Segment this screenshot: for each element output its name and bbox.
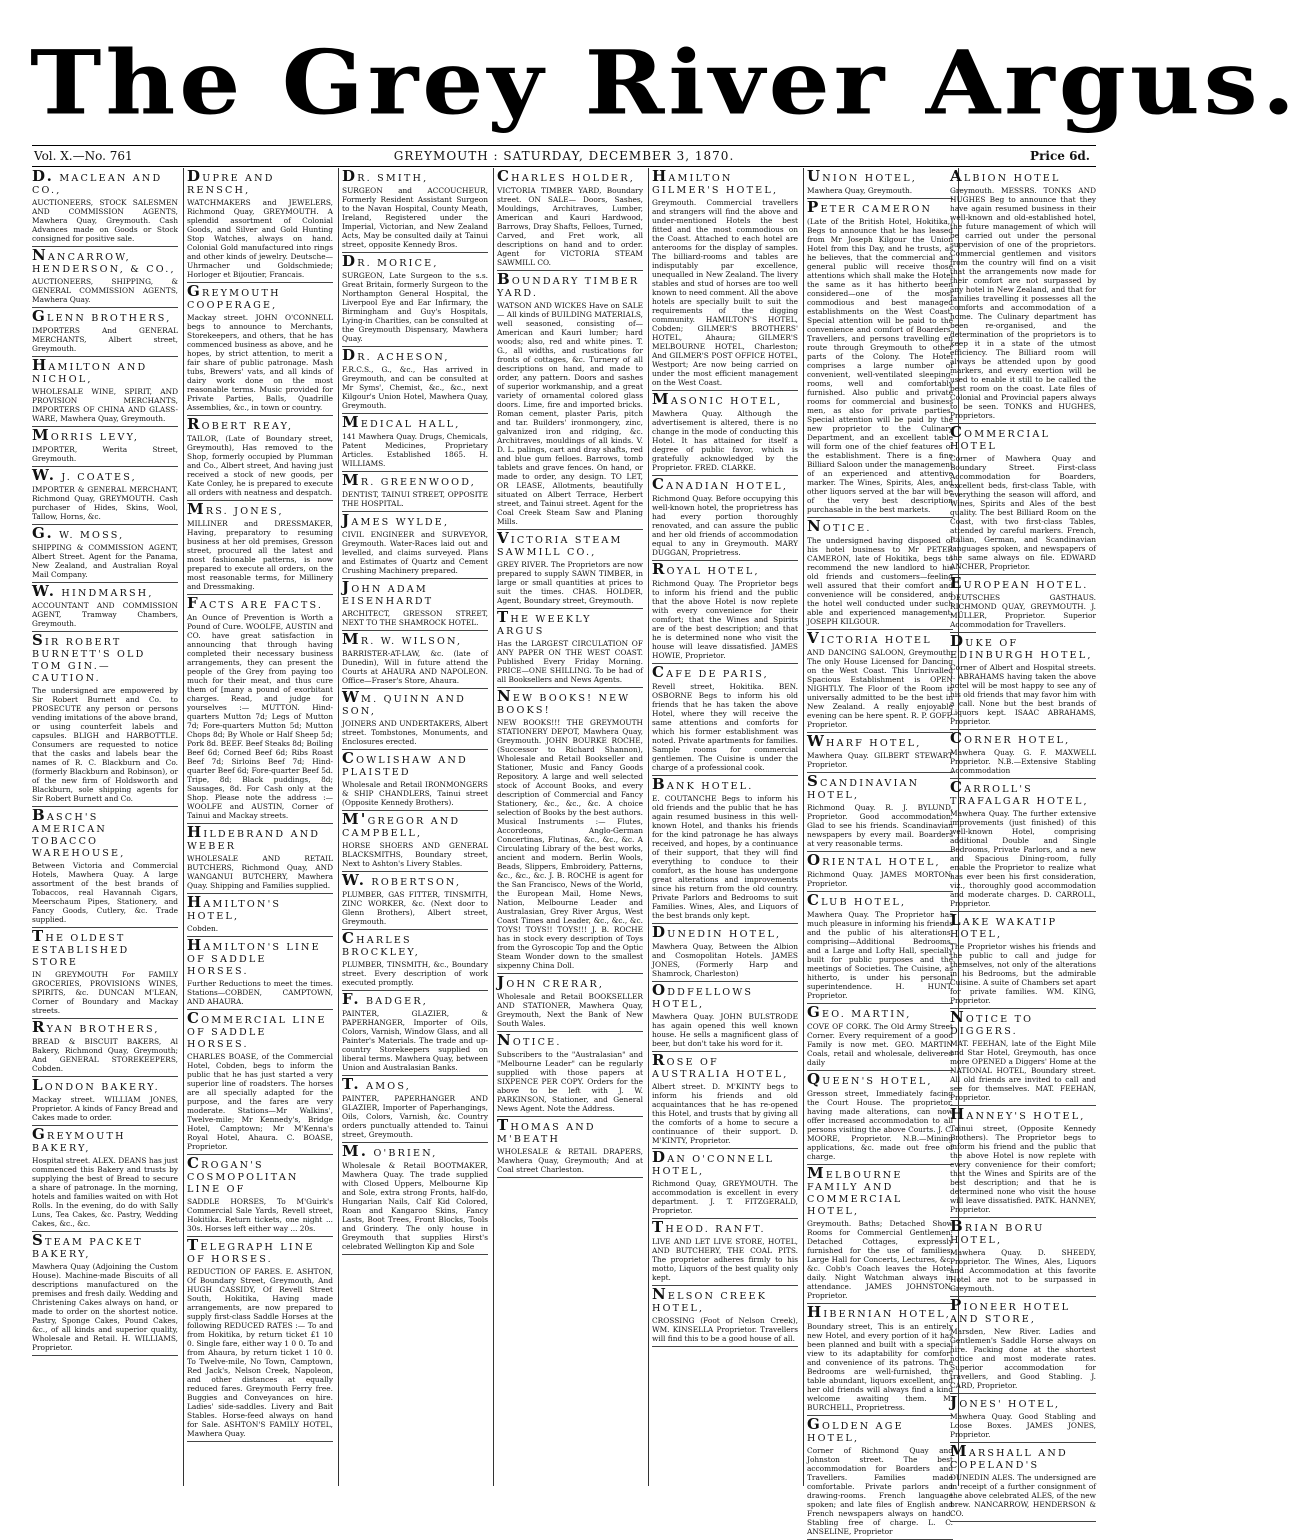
advertisement <box>652 924 798 982</box>
advertisement <box>807 168 953 199</box>
advertisement-body: Mawhera Quay. D. SHEEDY, Proprietor. The Wines, Ales, Liquors and Accommodation at this favorite Hotel are not to be surpassed in Greymouth. <box>950 1248 1096 1293</box>
advertisement-body: WHOLESALE WINE, SPIRIT, AND PROVISION MERCHANTS, IMPORTERS OF CHINA AND GLASS-WARE, Mawhera Quay, Greymouth. <box>32 387 178 423</box>
advertisement-heading: SIR ROBERT BURNETT'S OLD TOM GIN.—CAUTION. <box>32 631 146 684</box>
advertisement-body: Mackay street. JOHN O'CONNELL begs to announce to Merchants, Storekeepers, and others, that he has commenced business as above, and he hopes, by strict attention, to merit a fair share of public patronage. Mash tubs, Brewers' vats, and all kinds of dairy work done on the most reasonable terms. Music provided for Private Parties, Balls, Quadrille Assemblies, &c., in town or country. <box>187 313 333 412</box>
advertisement <box>807 852 953 892</box>
advertisement-body: Richmond Quay. R. J. BYLUND, Proprietor. Good accommodation. Glad to see his friends. Scandinavian newspapers by every mail. Boarders at very reasonable terms. <box>807 803 953 848</box>
advertisement <box>652 982 798 1052</box>
advertisement-body: Albert street. D. M'KINTY begs to inform his friends and old acquaintances that he has re-opened this Hotel, and trusts that by giving all the comforts of a home to secure a continuance of their support. D. M'KINTY, Proprietor. <box>652 1082 798 1145</box>
advertisement-heading: CHARLES BROCKLEY, <box>342 929 420 958</box>
column-5 <box>652 168 798 1486</box>
advertisement-body: COVE OF CORK. The Old Army Street Corner. Every requirement of a good Family is now met. GEO. MARTIN Coals, retail and wholesale, delivered daily <box>807 1022 953 1067</box>
advertisement-body: Wholesale and Retail IRONMONGERS & SHIP CHANDLERS, Tainui street (Opposite Kennedy Brothers). <box>342 780 488 807</box>
advertisement <box>807 1165 953 1304</box>
advertisement <box>807 630 953 733</box>
advertisement-body: IMPORTER, Werita Street, Greymouth. <box>32 445 178 463</box>
advertisement-heading: VICTORIA STEAM SAWMILL CO., <box>497 529 623 558</box>
advertisement-heading: HAMILTON AND NICHOL, <box>32 356 148 385</box>
advertisement-heading: DR. ACHESON, <box>342 346 450 364</box>
advertisement-body: SURGEON, Late Surgeon to the s.s. Great Britain, formerly Surgeon to the Northampton General Hospital, the Liverpool Eye and Ear Infirmary, the Birmingham and Guy's Hospitals, Lying-in Charities, can be consulted at the Greymouth Dispensary, Mawhera Quay. <box>342 271 488 343</box>
issue-date: GREYMOUTH : SATURDAY, DECEMBER 3, 1870. <box>393 149 735 163</box>
advertisement-heading: ALBION HOTEL <box>950 167 1061 185</box>
advertisement <box>652 476 798 561</box>
advertisement <box>950 1106 1096 1218</box>
advertisement-body: SURGEON and ACCOUCHEUR, Formerly Resident Assistant Surgeon to the Navan Hospital, County Meath, Ireland, Registered under the Imperial, Victorian, and New Zealand Acts, May be consulted daily at Tainui street, opposite Kennedy Bros. <box>342 186 488 249</box>
advertisement-body: Greymouth. MESSRS. TONKS AND HUGHES Beg to announce that they have again resumed business in their well-known and old-established hotel, the future management of which will be carried out under the personal supervision of one of the proprietors. Commercial gentlemen and visitors from the country will find on a visit that the arrangements now made for their comfort are not surpassed by any hotel in New Zealand, and that for families travelling it possesses all the comforts and accommodation of a home. The Culinary department has been re-organised, and the determination of the proprietors is to keep it in a state of the utmost efficiency. The Billiard room will always be attended upon by good markers, and every exertion will be used to enable it still to be called the best room on the coast. Late files of Colonial and Provincial papers always to be seen. TONKS and HUGHES, Proprietors. <box>950 186 1096 420</box>
volume-number: Vol. X.—No. 761 <box>34 149 133 163</box>
advertisement-heading: THEOD. RANFT. <box>652 1218 766 1236</box>
advertisement <box>32 168 178 247</box>
advertisement-heading: DR. SMITH, <box>342 167 429 185</box>
advertisement <box>187 937 333 1010</box>
advertisement <box>497 609 643 688</box>
column-rule <box>648 168 649 1486</box>
advertisement-heading: HAMILTON'S HOTEL, <box>187 893 282 922</box>
advertisement <box>187 1010 333 1155</box>
advertisement <box>807 518 953 630</box>
advertisement <box>497 1032 643 1117</box>
advertisement-body: DENTIST, TAINUI STREET, OPPOSITE THE HOSPITAL. <box>342 490 488 508</box>
advertisement-body: Corner of Albert and Hospital streets. I. ABRAHAMS having taken the above hotel will be most happy to see any of his old friends that may favor him with a call. None but the best brands of Liquors kept. ISAAC ABRAHAMS, Proprietor. <box>950 663 1096 726</box>
advertisement-body: PAINTER, PAPERHANGER AND GLAZIER, Importer of Paperhangings, Oils, Colors, Varnish, &c. Country orders punctually attended to. Tainui street, Greymouth. <box>342 1094 488 1139</box>
advertisement-body: AUCTIONEERS, SHIPPING, & GENERAL COMMISSION AGENTS, Mawhera Quay. <box>32 277 178 304</box>
advertisement-body: Marsden, New River. Ladies and Gentlemen's Saddle Horse always on hire. Packing done at the shortest notice and most moderate rates. Superior accommodation for travellers, and Good Stabling. J. CARD, Proprietor. <box>950 1327 1096 1390</box>
advertisement <box>187 1155 333 1237</box>
advertisement-heading: M'GREGOR AND CAMPBELL, <box>342 810 461 839</box>
advertisement-heading: BRIAN BORU HOTEL, <box>950 1217 1045 1246</box>
advertisement-body: Greymouth. Baths; Detached Show Rooms for Commercial Gentlemen; Detached Cottages, expressly furnished for the use of families; Large Hall for Concerts, Lectures, &c. &c. Cobb's Coach leaves the Hotel daily. Night Watchman always in attendance. JAMES JOHNSTON, Proprietor. <box>807 1219 953 1300</box>
advertisement-heading: MORRIS LEVY, <box>32 426 140 444</box>
advertisement-heading: DUPRE AND RENSCH, <box>187 167 275 196</box>
advertisement-body: IN GREYMOUTH For FAMILY GROCERIES, PROVISIONS WINES, SPIRITS, &c. DUNCAN M'LEAN, Corner of Boundary and Mackay streets. <box>32 970 178 1015</box>
advertisement-heading: ROBERT REAY, <box>187 415 294 433</box>
advertisement-heading: T. AMOS, <box>342 1075 412 1093</box>
advertisement-body: ARCHITECT, GRESSON STREET, NEXT TO THE SHAMROCK HOTEL. <box>342 609 488 627</box>
advertisement-body: Gresson street, Immediately facing the Court House. The proprietor, having made alterations, can now offer increased accommodation to all persons visiting the above Courts. J. C. MOORE, Proprietor. N.B.—Mining applications, &c. made out free of charge. <box>807 1089 953 1161</box>
advertisement-heading: GOLDEN AGE HOTEL, <box>807 1415 904 1444</box>
advertisement-body: MILLINER and DRESSMAKER, Having, preparatory to resuming business at her old premises, Gresson street, procured all the latest and most fashionable patterns, is now prepared to execute all orders, on the most reasonable terms, for Millinery and Dressmaking. <box>187 519 333 591</box>
advertisement <box>342 1076 488 1143</box>
advertisement <box>187 416 333 501</box>
column-7 <box>950 167 1096 1518</box>
advertisement-heading: NELSON CREEK HOTEL, <box>652 1285 768 1314</box>
advertisement-heading: JOHN ADAM EISENHARDT <box>342 578 434 607</box>
advertisement <box>497 271 643 530</box>
advertisement-heading: THE OLDEST ESTABLISHED STORE <box>32 927 130 968</box>
advertisement-heading: MASONIC HOTEL, <box>652 390 783 408</box>
advertisement-body: E. COUTANCHE Begs to inform his old friends and the public that he has again resumed business in this well-known Hotel, and thanks his friends for the kind patronage he has always received, and hopes, by a continuance of their support, that they will find everything to conduce to their comfort, as the house has undergone great alterations and improvements since his return from the old country. Private Parlors and Bedrooms to suit Families. Wines, Ales, and Liquors of the best brands only kept. <box>652 794 798 920</box>
advertisement-heading: BANK HOTEL. <box>652 775 754 793</box>
column-rule <box>338 168 339 1486</box>
advertisement <box>342 347 488 414</box>
advertisement-heading: CARROLL'S TRAFALGAR HOTEL, <box>950 778 1089 807</box>
advertisement-heading: DR. MORICE, <box>342 252 439 270</box>
advertisement-heading: PETER CAMERON <box>807 198 933 216</box>
advertisement-body: DEUTSCHES GASTHAUS. RICHMOND QUAY, GREYMOUTH. J. MÜLLER, Proprietor. Superior Accommodation for Travellers. <box>950 593 1096 629</box>
advertisement-heading: ORIENTAL HOTEL, <box>807 851 941 869</box>
advertisement-heading: W. HINDMARSH, <box>32 582 154 600</box>
advertisement <box>187 501 333 595</box>
advertisement-body: WHOLESALE AND RETAIL BUTCHERS, Richmond Quay, AND WANGANUI BUTCHERY, Mawhera Quay. Shipping and Families supplied. <box>187 854 333 890</box>
advertisement-heading: D. MACLEAN AND CO., <box>32 167 163 196</box>
advertisement-body: Mackay street. WILLIAM JONES, Proprietor. A kinds of Fancy Bread and Cakes made to order. <box>32 1095 178 1122</box>
advertisement-heading: JOHN CRERAR, <box>497 973 605 991</box>
advertisement-heading: MELBOURNE FAMILY AND COMMERCIAL HOTEL, <box>807 1164 903 1217</box>
advertisement-heading: DUKE OF EDINBURGH HOTEL, <box>950 632 1093 661</box>
advertisement <box>950 575 1096 633</box>
advertisement <box>652 391 798 476</box>
advertisement <box>950 912 1096 1009</box>
advertisement-body: NEW BOOKS!!! THE GREYMOUTH STATIONERY DEPOT, Mawhera Quay, Greymouth. JOHN BOURKE ROCHE, (Successor to Richard Shannon), Wholesale and Retail Bookseller and Stationer, Music and Fancy Goods Repository. A large and well selected stock of Account Books, and every description of Commercial and Fancy Stationery, &c., &c., &c. A choice selection of Books by the best authors. Musical Instruments :— Flutes, Accordeons, Anglo-German Concertinas, Flutinas, &c., &c., &c. A Circulating Library of the best works, ancient and modern. Berlin Wools, Beads, Slippers, Embroidery, Patterns, &c., &c., &c. J. B. ROCHE is agent for the San Francisco, News of the World, the European Mail, Home News, Nation, Melbourne Leader and Australasian, Grey River Argus, West Coast Times and Leader, &c., &c., &c. TOYS! TOYS!! TOYS!!! J. B. ROCHE has in stock every description of Toys from the Gyroscopic Top and the Optic Steam Wonder down to the smallest sixpenny China Doll. <box>497 718 643 970</box>
advertisement-heading: COMMERCIAL LINE OF SADDLE HORSES. <box>187 1009 327 1050</box>
advertisement-body: CIVIL ENGINEER and SURVEYOR, Greymouth. Water-Races laid out and levelled, and claims surveyed. Plans and Estimates of Quartz and Cement Crushing Machinery prepared. <box>342 530 488 575</box>
advertisement <box>807 1416 953 1540</box>
advertisement-heading: DAN O'CONNELL HOTEL, <box>652 1148 775 1177</box>
advertisement-heading: RYAN BROTHERS, <box>32 1018 160 1036</box>
advertisement-heading: JONES' HOTEL, <box>950 1393 1061 1411</box>
advertisement-body: (Late of the British Hotel, Hokitika,) Begs to announce that he has leased from Mr Joseph Kilgour the Union Hotel from this Day, and he trusts, as he believes, that the commercial and general public will receive those attentions which shall make the Hotel the same as it has hitherto been considered—one of the most commodious and best managed establishments on the West Coast. Special attention will be paid to the convenience and comfort of Boarders, Travellers, and persons travelling en route through Greymouth to other parts of the Colony. The Hotel comprises a large number of convenient, well-ventilated sleeping-rooms, well and comfortably furnished. Also public and private rooms for commercial and business men, as also for private parties. Special attention will be paid by the new proprietor to the Culinary Department, and an excellent table will form one of the chief features of the establishment. There is a fine Billiard Saloon under the management of an experienced and attentive marker. The Wines, Spirits, Ales, and other liquors served at the bar will be of the very best description purchasable in the best markets. <box>807 217 953 514</box>
advertisement <box>497 1117 643 1178</box>
advertisement <box>342 991 488 1076</box>
advertisement-body: HORSE SHOERS AND GENERAL BLACKSMITHS, Boundary street, Next to Ashton's Livery Stables. <box>342 841 488 868</box>
advertisement <box>32 525 178 583</box>
advertisement-body: PLUMBER, TINSMITH, &c., Boundary street. Every description of work executed promptly. <box>342 960 488 987</box>
advertisement-body: Richmond Quay. Before occupying this well-known hotel, the proprietress has had every portion thoroughly renovated, and can assure the public and her old friends of accommodation equal to any in Greymouth. MARY DUGGAN, Proprietress. <box>652 494 798 557</box>
advertisement <box>807 773 953 852</box>
advertisement <box>497 974 643 1032</box>
advertisement-body: The undersigned having disposed of his hotel business to Mr PETER CAMERON, late of Hokitika, begs to recommend the new landlord to his old friends and customers—feeling well assured that their comfort and convenience will be considered, and the hotel well conducted under such able and experienced management. JOSEPH KILGOUR. <box>807 536 953 626</box>
advertisement-body: Tainui street, (Opposite Kennedy Brothers). The Proprietor begs to inform his friend and the public that the above Hotel is now replete with every convenience for their comfort; that the Wines and Spirits are of the best description; and that he is determined none who visit the house will leave dissatisfied. PATK. HANNEY, Proprietor. <box>950 1124 1096 1214</box>
advertisement-heading: HAMILTON'S LINE OF SADDLE HORSES. <box>187 936 321 977</box>
advertisement-heading: W. J. COATES, <box>32 466 137 484</box>
advertisement-body: REDUCTION OF FARES. E. ASHTON, Of Boundary Street, Greymouth, And HUGH CASSIDY, Of Revell Street South, Hokitika, Having made arrangements, are now prepared to supply first-class Saddle Horses at the following REDUCED RATES :— To and from Hokitika, by return ticket £1 10 0. Single fare, either way 1 0 0. To and from Ahaura, by return ticket 1 10 0. To Twelve-mile, No Town, Camptown, Red Jack's, Nelson Creek, Napoleon, and other distances at equally reduced fares. Greymouth Ferry free. Buggies and Conveyances on hire. Ladies' side-saddles. Livery and Bait Stables. Horse-feed always on hand for Sale. ASHTON'S FAMILY HOTEL, Mawhera Quay. <box>187 1267 333 1438</box>
advertisement-heading: ROYAL HOTEL, <box>652 560 760 578</box>
advertisement-heading: NOTICE TO DIGGERS. <box>950 1008 1034 1037</box>
advertisement-body: SHIPPING & COMMISSION AGENT, Albert Street. Agent for the Panama, New Zealand, and Australian Royal Mail Company. <box>32 543 178 579</box>
advertisement <box>187 1237 333 1442</box>
advertisement-body: An Ounce of Prevention is Worth a Pound of Cure. WOOLFE, AUSTIN and CO. have great satisfaction in announcing that through having completed their necessary business arrangements, they can present the people of the Grey from paying too much for their meat, and thus cure them of [many a pound of exorbitant charges. Read, and judge for yourselves :— MUTTON. Hind-quarters Mutton 7d; Legs of Mutton 7d; Fore-quarters Mutton 5d; Mutton Chops 8d; By Whole or Half Sheep 5d; Pork 8d. BEEF. Beef Steaks 8d; Boiling Beef 6d; Corned Beef 6d; Ribs Roast Beef 7d; Sirloins Beef 7d; Hind-quarter Beef 6d; Fore-quarter Beef 5d. Tripe, 8d; Black puddings, 8d; Sausages, 8d. For Cash only at the Shop. Please note the address :— WOOLFE and AUSTIN, Corner of Tainui and Mackay streets. <box>187 613 333 820</box>
advertisement <box>342 414 488 472</box>
column-rule <box>183 168 184 1486</box>
advertisement-heading: HANNEY'S HOTEL, <box>950 1105 1086 1123</box>
advertisement-heading: WHARF HOTEL, <box>807 732 922 750</box>
advertisement-heading: LAKE WAKATIP HOTEL, <box>950 911 1058 940</box>
advertisement-body: Subscribers to the "Australasian" and "Melbourne Leader" can be regularly supplied with those papers at SIXPENCE PER COPY. Orders for the above to be left with J. W. PARKINSON, Stationer, and General News Agent. Note the Address. <box>497 1050 643 1113</box>
advertisement-body: Mawhera Quay. The further extensive improvements (just finished) of this well-known Hotel, comprising additional Double and Single Bedrooms, Private Parlors, and a new and Spacious Dining-room, fully enable the Proprietor to realize what has ever been his first consideration, viz., thoroughly good accommodation and moderate charges. D. CARROLL, Proprietor. <box>950 809 1096 908</box>
advertisement <box>32 1232 178 1356</box>
advertisement-body: Further Reductions to meet the times. Stations—COBDEN, CAMPTOWN, AND AHAURA. <box>187 979 333 1006</box>
advertisement <box>342 631 488 689</box>
advertisement-heading: MR. GREENWOOD, <box>342 471 477 489</box>
advertisement-body: Hospital street. ALEX. DEANS has just commenced this Bakery and trusts by supplying the best of Bread to secure a share of patronage. In the morning, hotels and families waited on with Hot Rolls. In the evening, do do with Sally Luns, Tea Cakes, &c. Pastry, Wedding Cakes, &c., &c. <box>32 1156 178 1228</box>
advertisement <box>950 1009 1096 1106</box>
advertisement <box>342 811 488 872</box>
advertisement-heading: GREYMOUTH BAKERY, <box>32 1125 126 1154</box>
advertisement <box>342 872 488 930</box>
advertisement <box>32 807 178 928</box>
advertisement <box>187 894 333 937</box>
advertisement-body: IMPORTERS And GENERAL MERCHANTS, Albert street, Greymouth. <box>32 326 178 353</box>
advertisement-body: Mawhera Quay (Adjoining the Custom House). Machine-made Biscuits of all descriptions manufactured on the premises and fresh daily. Wedding and Christening Cakes always on hand, or made to order on the shortest notice. Pastry, Sponge Cakes, Pound Cakes, &c., of all kinds and superior quality, Wholesale and Retail. H. WILLIAMS, Proprietor. <box>32 1262 178 1352</box>
advertisement <box>807 1004 953 1071</box>
advertisement <box>950 779 1096 912</box>
advertisement-body: Corner of Mawhera Quay and Boundary Street. First-class Accommodation for Boarders, excellent beds, first-class Table, with everything the season will afford, and Wines, Spirits and Ales of the best quality. The best Billiard Room on the Coast, with two first-class Tables, attended by careful markers. French, Italian, German, and Scandinavian languages spoken, and newspapers of the same always on file. EDWARD ANCHER, Proprietor. <box>950 454 1096 571</box>
advertisement <box>32 632 178 807</box>
advertisement <box>950 1297 1096 1394</box>
advertisement-body: PAINTER, GLAZIER, & PAPERHANGER, Importer of Oils, Colors, Varnish, Window Glass, and all Painter's Materials. The trade and up-country Storekeepers supplied on liberal terms. Mawhera Quay, between Union and Australasian Banks. <box>342 1009 488 1072</box>
advertisement-heading: THOMAS AND M'BEATH <box>497 1116 596 1145</box>
advertisement <box>652 1219 798 1286</box>
advertisement-heading: NANCARROW, HENDERSON, & CO., <box>32 246 176 275</box>
advertisement-body: AUCTIONEERS, STOCK SALESMEN AND COMMISSION AGENTS, Mawhera Quay, Greymouth. Cash Advances made on Goods or Stock consigned for positive sale. <box>32 198 178 243</box>
advertisement <box>807 1304 953 1416</box>
advertisement-body: Wholesale and Retail BOOKSELLER AND STATIONER, Mawhera Quay, Greymouth, Next the Bank of New South Wales. <box>497 992 643 1028</box>
advertisement <box>187 595 333 824</box>
advertisement-heading: BASCH'S AMERICAN TOBACCO WAREHOUSE, <box>32 806 126 859</box>
advertisement-heading: GEO. MARTIN, <box>807 1003 912 1021</box>
column-2 <box>187 168 333 1486</box>
advertisement-body: Has the LARGEST CIRCULATION OF ANY PAPER ON THE WEST COAST. Published Every Friday Morning. PRICE—ONE SHILLING. To be had of all Booksellers and News Agents. <box>497 639 643 684</box>
advertisement-heading: HIBERNIAN HOTEL, <box>807 1303 952 1321</box>
advertisement <box>342 750 488 811</box>
advertisement-body: Corner of Richmond Quay and Johnston street. The best accommodation for Boarders and Travellers. Families made comfortable. Private parlors and drawing-rooms. French language spoken; and late files of English and French newspapers always on hand. Stabling free of charge. L. C. ANSELINE, Proprietor <box>807 1446 953 1536</box>
advertisement-heading: COWLISHAW AND PLAISTED <box>342 749 468 778</box>
column-6 <box>807 167 953 1536</box>
advertisement-body: The undersigned are empowered by Sir Robert Burnett and Co. to PROSECUTE any person or persons vending imitations of the above brand, or using counterfeit labels and capsules. BLIGH and HARBOTTLE. Consumers are requested to notice that the casks and labels bear the names of R. C. Blackburn and Co. (formerly Blackburn and Robinson), or of the new firm of Holdsworth and Blackburn, sole shipping agents for Sir Robert Burnett and Co. <box>32 686 178 803</box>
advertisement-body: 141 Mawhera Quay. Drugs, Chemicals, Patent Medicines, Proprietary Articles. Established 1865. H. WILLIAMS. <box>342 432 488 468</box>
advertisement-body: Mawhera Quay. JOHN BULSTRODE has again opened this well known house. He sells a magnificent glass of beer, but don't take his word for it. <box>652 1012 798 1048</box>
advertisement-heading: SCANDINAVIAN HOTEL, <box>807 772 920 801</box>
advertisement <box>32 1126 178 1232</box>
advertisement-heading: HILDEBRAND AND WEBER <box>187 823 321 852</box>
advertisement-body: Richmond Quay, GREYMOUTH. The accommodation is excellent in every department. J. T. FITZGERALD, Proprietor. <box>652 1179 798 1215</box>
advertisement-heading: DUNEDIN HOTEL, <box>652 923 782 941</box>
advertisement <box>342 930 488 991</box>
advertisement-body: Mawhera Quay. Good Stabling and Loose Boxes. JAMES JONES, Proprietor. <box>950 1412 1096 1439</box>
advertisement <box>807 199 953 518</box>
advertisement-body: F.R.C.S., G., &c., Has arrived in Greymouth, and can be consulted at Mr Syms', Chemist, &c., &c., next Kilgour's Union Hotel, Mawhera Quay, Greymouth. <box>342 365 488 410</box>
advertisement-heading: F. BADGER, <box>342 990 429 1008</box>
advertisement <box>342 168 488 253</box>
advertisement-body: VICTORIA TIMBER YARD, Boundary street. ON SALE— Doors, Sashes, Mouldings, Architraves, Lumber, American and Kauri Hardwood, Barrows, Dray Shafts, Felloes, Turned, Carved, and Fret work, all descriptions on hand and to order. Agent for VICTORIA STEAM SAWMILL CO. <box>497 186 643 267</box>
advertisement-columns <box>32 167 1096 1536</box>
masthead-title: The Grey River Argus. <box>30 30 1299 135</box>
advertisement-heading: FACTS ARE FACTS. <box>187 594 324 612</box>
advertisement-body: WATSON AND WICKES Have on SALE— All kinds of BUILDING MATERIALS, well seasoned, consisting of— American and Kauri lumber; hard woods; also, red and white pines. T. G., all widths, and rustications for fronts of cottages, &c. Turnery of all descriptions on hand, and made to order, any pattern. Doors and sashes of superior workmanship, and a great variety of ornamental colored glass doors. Lime, fire and imported bricks. Roman cement, plaster Paris, pitch and tar. Builders' ironmongery, zinc, galvanized iron and ridging, &c. Architraves, mouldings of all kinds. V. D. L. palings, cart and dray shafts, red and blue gum felloes. Barrows, tomb tablets and grave fences. On hand, or made to order, any design. TO LET, OR LEASE, Allotments, beautifully situated on Albert Terrace, Herbert street, and Tainui street. Agent for the Coal Creek Steam Saw and Planing Mills. <box>497 301 643 526</box>
advertisement <box>652 1149 798 1219</box>
advertisement-body: SADDLE HORSES, To M'Guirk's Commercial Sale Yards, Revell street, Hokitika. Return tickets, one night ... 30s. Horses left either way ... 20s. <box>187 1197 333 1233</box>
advertisement-heading: GLENN BROTHERS, <box>32 307 172 325</box>
advertisement-body: Boundary street, This is an entirely new Hotel, and every portion of it has been planned and built with a special view to its adaptability for comfort and convenience of its patrons. The Bedrooms are well-furnished, the table abundant, liquors excellent, and her old friends will always find a kind welcome awaiting them. M. BURCHELL, Proprietress. <box>807 1322 953 1412</box>
advertisement-heading: STEAM PACKET BAKERY, <box>32 1231 143 1260</box>
advertisement <box>32 308 178 357</box>
advertisement <box>950 730 1096 779</box>
advertisement-heading: MARSHALL AND COPELAND'S <box>950 1442 1068 1471</box>
advertisement-heading: COMMERCIAL HOTEL <box>950 423 1051 452</box>
advertisement-heading: GREYMOUTH COOPERAGE, <box>187 282 281 311</box>
advertisement-body: TAILOR, (Late of Boundary street, Greymouth), Has removed to the Shop, formerly occupied by Plumman and Co., Albert street, And having just received a stock of new goods, per Kate Conley, he is prepared to execute all orders with neatness and despatch. <box>187 434 333 497</box>
advertisement <box>342 512 488 579</box>
advertisement-heading: UNION HOTEL, <box>807 167 918 185</box>
advertisement <box>32 427 178 467</box>
advertisement-heading: W. ROBERTSON, <box>342 871 462 889</box>
issue-price: Price 6d. <box>1030 149 1090 163</box>
advertisement <box>497 688 643 974</box>
advertisement <box>187 168 333 283</box>
advertisement-body: Between Victoria and Commercial Hotels, Mawhera Quay. A large assortment of the best brands of Tobaccos, real Havannah Cigars, Meerschaum Pipes, Stationery, and Fancy Goods, Cutlery, &c. Trade supplied. <box>32 861 178 924</box>
advertisement <box>342 1143 488 1255</box>
column-rule <box>493 168 494 1486</box>
advertisement-body: Mawhera Quay, Between the Albion and Cosmopolitan Hotels. JAMES JONES, (Formerly Harp and Shamrock, Charleston) <box>652 942 798 978</box>
advertisement-heading: CHARLES HOLDER, <box>497 167 636 185</box>
advertisement-heading: BOUNDARY TIMBER YARD. <box>497 270 640 299</box>
advertisement-body: Mawhera Quay. GILBERT STEWART Proprietor. <box>807 751 953 769</box>
advertisement-heading: G. W. MOSS, <box>32 524 125 542</box>
advertisement-body: JOINERS AND UNDERTAKERS, Albert street. Tombstones, Monuments, and Enclosures erected. <box>342 719 488 746</box>
dateline <box>32 145 1096 167</box>
advertisement-body: Richmond Quay. The Proprietor begs to inform his friend and the public that the above Hotel is now replete with every convenience for their comfort; that the Wines and Spirits are of the best description; and that he is determined none who visit the house will leave dissatisfied. JAMES HOWIE, Proprietor. <box>652 579 798 660</box>
advertisement <box>807 892 953 1004</box>
advertisement-heading: CAFE DE PARIS, <box>652 663 769 681</box>
advertisement-body: IMPORTER & GENERAL MERCHANT, Richmond Quay, GREYMOUTH. Cash purchaser of Hides, Skins, Wool, Tallow, Horns, &c. <box>32 485 178 521</box>
advertisement <box>950 633 1096 730</box>
advertisement-body: WHOLESALE & RETAIL DRAPERS, Mawhera Quay, Greymouth; And at Coal street Charleston. <box>497 1147 643 1174</box>
advertisement-body: GREY RIVER. The Proprietors are now prepared to supply SAWN TIMBER, in large or small quantities at prices to suit the times. CHAS. HOLDER, Agent, Boundary street, Greymouth. <box>497 560 643 605</box>
advertisement-heading: MEDICAL HALL, <box>342 413 461 431</box>
advertisement-body: CROSSING (Foot of Nelson Creek), WM. KINSELLA Proprietor. Travellers will find this to be a good house of all. <box>652 1316 798 1343</box>
advertisement <box>652 776 798 924</box>
advertisement-heading: NOTICE. <box>807 517 872 535</box>
advertisement-heading: ROSE OF AUSTRALIA HOTEL, <box>652 1051 789 1080</box>
advertisement <box>32 928 178 1019</box>
advertisement <box>187 824 333 894</box>
advertisement <box>950 1443 1096 1522</box>
advertisement-heading: TELEGRAPH LINE OF HORSES. <box>187 1236 315 1265</box>
advertisement-heading: VICTORIA HOTEL <box>807 629 932 647</box>
advertisement-body: MAT. FEEHAN, late of the Eight Mile and Star Hotel, Greymouth, has once more OPENED a Diggers' Home at the NATIONAL HOTEL, Boundary street. All old friends are invited to call and see for themselves. MAT. FEEHAN, Proprietor. <box>950 1039 1096 1102</box>
advertisement <box>342 579 488 631</box>
advertisement-heading: JAMES WYLDE, <box>342 511 450 529</box>
advertisement-heading: MRS. JONES, <box>187 500 284 518</box>
advertisement-body: LIVE AND LET LIVE STORE, HOTEL, AND BUTCHERY, THE COAL PITS. The proprietor adheres firmly to his motto, Liquors of the best quality only kept. <box>652 1237 798 1282</box>
advertisement-body: DUNEDIN ALES. The undersigned are in receipt of a further consignment of the above celebrated ALES, of the new brew. NANCARROW, HENDERSON & CO. <box>950 1473 1096 1518</box>
advertisement-body: Mawhera Quay. Although the advertisement is altered, there is no change in the mode of conducting this Hotel. It has attained for itself a degree of public favor, which is gratefully acknowledged by the Proprietor. FRED. CLARKE. <box>652 409 798 472</box>
advertisement <box>342 689 488 750</box>
advertisement <box>32 583 178 632</box>
advertisement-body: Mawhera Quay. The Proprietor has much pleasure in informing his friends and the public of his alterations, comprising—Additional Bedrooms, and a Large and Lofty Hall, specially built for public purposes and the meetings of Societies. The Cuisine, as hitherto, is under his personal superintendence. H. HUNT, Proprietor. <box>807 910 953 1000</box>
advertisement-heading: MR. W. WILSON, <box>342 630 463 648</box>
advertisement-heading: CANADIAN HOTEL, <box>652 475 789 493</box>
advertisement <box>652 1052 798 1149</box>
advertisement-body: Revell street, Hokitika. BEN. OSBORNE Begs to inform his old friends that he has taken the above Hotel, where they will receive the same attentions and comforts for which his former establishment was noted. Private apartments for families. Sample rooms for commercial gentlemen. The Cuisine is under the charge of a professional cook. <box>652 682 798 772</box>
advertisement <box>950 1218 1096 1297</box>
advertisement-heading: ODDFELLOWS HOTEL, <box>652 981 754 1010</box>
column-3 <box>342 168 488 1486</box>
advertisement-body: Cobden. <box>187 924 219 933</box>
advertisement <box>32 1019 178 1077</box>
advertisement-heading: EUROPEAN HOTEL. <box>950 574 1089 592</box>
advertisement-body: AND DANCING SALOON, Greymouth. The only House Licensed for Dancing on the West Coast. This Unrivalled Spacious Establishment is OPEN NIGHTLY. The Floor of the Room is universally admitted to be the best in New Zealand. A really enjoyable evening can be here spent. R. P. GOFF, Proprietor. <box>807 648 953 729</box>
advertisement <box>950 168 1096 424</box>
advertisement-heading: LONDON BAKERY. <box>32 1076 160 1094</box>
advertisement <box>32 247 178 308</box>
advertisement-heading: HAMILTON GILMER'S HOTEL, <box>652 167 779 196</box>
advertisement <box>807 733 953 773</box>
advertisement <box>497 168 643 271</box>
advertisement-heading: M. O'BRIEN, <box>342 1142 438 1160</box>
advertisement-body: The Proprietor wishes his friends and the public to call and judge for themselves, not only of the alterations in his Bedrooms, but the admirable Cuisine. A suite of Chambers set apart for private families. WM. KING, Proprietor. <box>950 942 1096 1005</box>
advertisement-heading: PIONEER HOTEL AND STORE, <box>950 1296 1071 1325</box>
advertisement <box>652 1286 798 1347</box>
advertisement-body: Greymouth. Commercial travellers and strangers will find the above and under-mentioned Hotels the best fitted and the most commodious on the Coast. Attached to each hotel are anterooms for the display of samples. The billiard-rooms and tables are indisputably par excellence, unequalled in New Zealand. The livery stables and stud of horses are too well known to need comment. All the above hotels are specially built to suit the requirements of the digging community. HAMILTON'S HOTEL, Cobden; GILMER'S BROTHERS' HOTEL, Ahaura; GILMER'S MELBOURNE HOTEL, Charleston; And GILMER'S POST OFFICE HOTEL, Westport; Are now being carried on under the most efficient management on the West Coast. <box>652 198 798 387</box>
column-4 <box>497 168 643 1486</box>
advertisement <box>950 1394 1096 1443</box>
advertisement <box>187 283 333 416</box>
column-1 <box>32 168 178 1486</box>
advertisement-heading: NOTICE. <box>497 1031 562 1049</box>
advertisement <box>497 530 643 609</box>
advertisement <box>32 467 178 525</box>
advertisement-body: Wholesale & Retail BOOTMAKER, Mawhera Quay. The trade supplied with Closed Uppers, Melbourne Kip and Sole, extra strong Fronts, half-do, Hungarian Nails, Calf Kid Colored, Roan and Kangaroo Skins, Fancy Lasts, Boot Trees, Front Blocks, Tools and Grindery. The only house in Greymouth that supplies Hirst's celebrated Wellington Kip and Sole <box>342 1161 488 1251</box>
advertisement <box>807 1071 953 1165</box>
advertisement-body: CHARLES BOASE, of the Commercial Hotel, Cobden, begs to inform the public that he has just started a very superior line of roadsters. The horses are all specially adapted for the purpose, and the fares are very moderate. Stations—Mr Walkins', Twelve-mile; Mr Kennedy's, Bridge Hotel, Camptown; Mr M'Kenna's Royal Hotel, Ahaura. C. BOASE, Proprietor. <box>187 1052 333 1151</box>
advertisement-body: PLUMBER, GAS FITTER, TINSMITH, ZINC WORKER, &c. (Next door to Glenn Brothers), Albert street, Greymouth. <box>342 890 488 926</box>
advertisement <box>342 253 488 347</box>
advertisement <box>32 357 178 427</box>
advertisement-body: Richmond Quay. JAMES MORTON, Proprietor. <box>807 870 953 888</box>
advertisement-heading: NEW BOOKS! NEW BOOKS! <box>497 687 631 716</box>
advertisement-heading: THE WEEKLY ARGUS <box>497 608 592 637</box>
advertisement <box>342 472 488 512</box>
advertisement-heading: CORNER HOTEL, <box>950 729 1071 747</box>
advertisement-body: BREAD & BISCUIT BAKERS, Al Bakery, Richmond Quay, Greymouth; And GENERAL STOREKEEPERS, Cobden. <box>32 1037 178 1073</box>
advertisement <box>950 424 1096 575</box>
advertisement <box>652 561 798 664</box>
advertisement <box>652 664 798 776</box>
advertisement-body: WATCHMAKERS and JEWELERS, Richmond Quay, GREYMOUTH. A splendid assortment of Colonial Goods, and Silver and Gold Hunting Stop Watches, always on hand. Colonial Gold manufactured into rings and other kinds of jewelry. Deutsche—Uhrmacher und Goldschmiede; Horloger et Bijoutier, Francais. <box>187 198 333 279</box>
advertisement-heading: QUEEN'S HOTEL, <box>807 1070 933 1088</box>
advertisement <box>652 168 798 391</box>
advertisement-body: BARRISTER-AT-LAW, &c. (late of Dunedin), Will in future attend the Courts at AHAURA AND NAPOLEON. Office—Fraser's Store, Ahaura. <box>342 649 488 685</box>
advertisement-heading: WM. QUINN AND SON, <box>342 688 466 717</box>
advertisement-heading: CLUB HOTEL, <box>807 891 907 909</box>
advertisement <box>32 1077 178 1126</box>
column-rule <box>803 168 804 1486</box>
advertisement-heading: CROGAN'S COSMOPOLITAN LINE OF <box>187 1154 299 1195</box>
advertisement-body: Mawhera Quay. G. F. MAXWELL Proprietor. N.B.—Extensive Stabling Accommodation <box>950 748 1096 775</box>
advertisement-body: ACCOUNTANT AND COMMISSION AGENT, Tramway Chambers, Greymouth. <box>32 601 178 628</box>
advertisement-body: Mawhera Quay, Greymouth. <box>807 186 913 195</box>
